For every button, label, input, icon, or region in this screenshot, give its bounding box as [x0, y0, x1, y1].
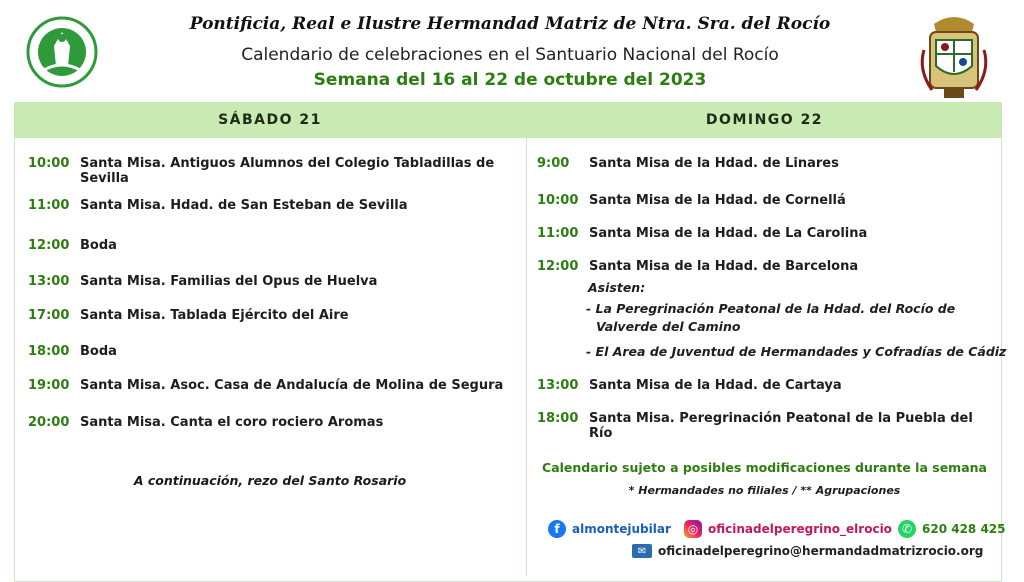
event-text: Santa Misa. Canta el coro rociero Aromas: [80, 415, 384, 430]
event-text: Santa Misa. Tablada Ejército del Aire: [80, 308, 349, 323]
instagram-link[interactable]: [684, 520, 892, 538]
whatsapp-number: 620 428 425: [922, 522, 1006, 536]
oficina-peregrino-logo-icon: [26, 16, 98, 88]
event-time: 11:00: [28, 198, 70, 213]
whatsapp-icon: ✆: [898, 520, 916, 538]
event-time: 20:00: [28, 415, 70, 430]
facebook-handle: almontejubilar: [572, 522, 671, 536]
week-range: Semana del 16 al 22 de octubre del 2023: [313, 70, 707, 90]
facebook-icon: f: [548, 520, 566, 538]
event-text: Santa Misa. Familias del Opus de Huelva: [80, 274, 378, 289]
list-item: [537, 259, 997, 274]
event-text: Santa Misa. Peregrinación Peatonal de la Puebla del Río: [589, 411, 973, 441]
event-time: 19:00: [28, 378, 70, 393]
event-time: 18:00: [537, 411, 579, 426]
event-time: 10:00: [28, 156, 70, 171]
event-time: 11:00: [537, 226, 579, 241]
list-item: [28, 238, 518, 253]
sunday-header: DOMINGO 22: [527, 102, 1002, 138]
asisten-line: - La Peregrinación Peatonal de la Hdad. del Rocío de: [586, 301, 956, 316]
event-time: 17:00: [28, 308, 70, 323]
modification-note: Calendario sujeto a posibles modificaciones durante la semana: [542, 460, 987, 475]
event-time: 10:00: [537, 193, 579, 208]
list-item: [537, 226, 997, 241]
list-item: [537, 411, 997, 441]
event-text: Santa Misa de la Hdad. de Cornellá: [589, 193, 846, 208]
rosario-note: A continuación, rezo del Santo Rosario: [133, 473, 407, 488]
facebook-link[interactable]: [548, 520, 671, 538]
list-item: [537, 193, 997, 208]
event-text: Santa Misa de la Hdad. de La Carolina: [589, 226, 868, 241]
event-time: 12:00: [28, 238, 70, 253]
list-item: [28, 415, 518, 430]
email-address: oficinadelperegrino@hermandadmatrizrocio.org: [658, 544, 984, 558]
event-text: Santa Misa de la Hdad. de Cartaya: [589, 378, 842, 393]
list-item: [537, 156, 997, 171]
event-time: 12:00: [537, 259, 579, 274]
event-time: 13:00: [28, 274, 70, 289]
page-subtitle: Calendario de celebraciones en el Santuario Nacional del Rocío: [241, 45, 779, 65]
coat-of-arms-icon: [914, 10, 994, 102]
list-item: [537, 378, 997, 393]
event-text: Santa Misa. Asoc. Casa de Andalucía de Molina de Segura: [80, 378, 504, 393]
list-item: [28, 344, 518, 359]
list-item: [28, 308, 518, 323]
event-time: 13:00: [537, 378, 579, 393]
saturday-header: SÁBADO 21: [14, 102, 526, 138]
event-text: Boda: [80, 238, 117, 253]
event-text: Santa Misa de la Hdad. de Barcelona: [589, 259, 859, 274]
column-divider: [526, 102, 527, 576]
list-item: [28, 198, 518, 213]
list-item: [28, 378, 518, 393]
event-time: 9:00: [537, 156, 570, 171]
event-text: Santa Misa. Antiguos Alumnos del Colegio Tabladillas de Sevilla: [80, 156, 495, 186]
asisten-line: - El Area de Juventud de Hermandades y Cofradías de Cádiz: [586, 344, 1007, 359]
list-item: [28, 156, 518, 186]
event-time: 18:00: [28, 344, 70, 359]
email-link[interactable]: [632, 544, 983, 558]
event-text: Santa Misa. Hdad. de San Esteban de Sevilla: [80, 198, 408, 213]
event-text: Boda: [80, 344, 117, 359]
asisten-label: Asisten:: [588, 280, 646, 295]
footnote: * Hermandades no filiales / ** Agrupaciones: [628, 484, 901, 497]
instagram-icon: ◎: [684, 520, 702, 538]
mail-icon: ✉: [632, 544, 652, 558]
asisten-line: Valverde del Camino: [596, 319, 741, 334]
list-item: [28, 274, 518, 289]
whatsapp-link[interactable]: [898, 520, 1006, 538]
event-text: Santa Misa de la Hdad. de Linares: [589, 156, 839, 171]
instagram-handle: oficinadelperegrino_elrocio: [708, 522, 892, 536]
page-title: Pontificia, Real e Ilustre Hermandad Matriz de Ntra. Sra. del Rocío: [189, 14, 831, 34]
